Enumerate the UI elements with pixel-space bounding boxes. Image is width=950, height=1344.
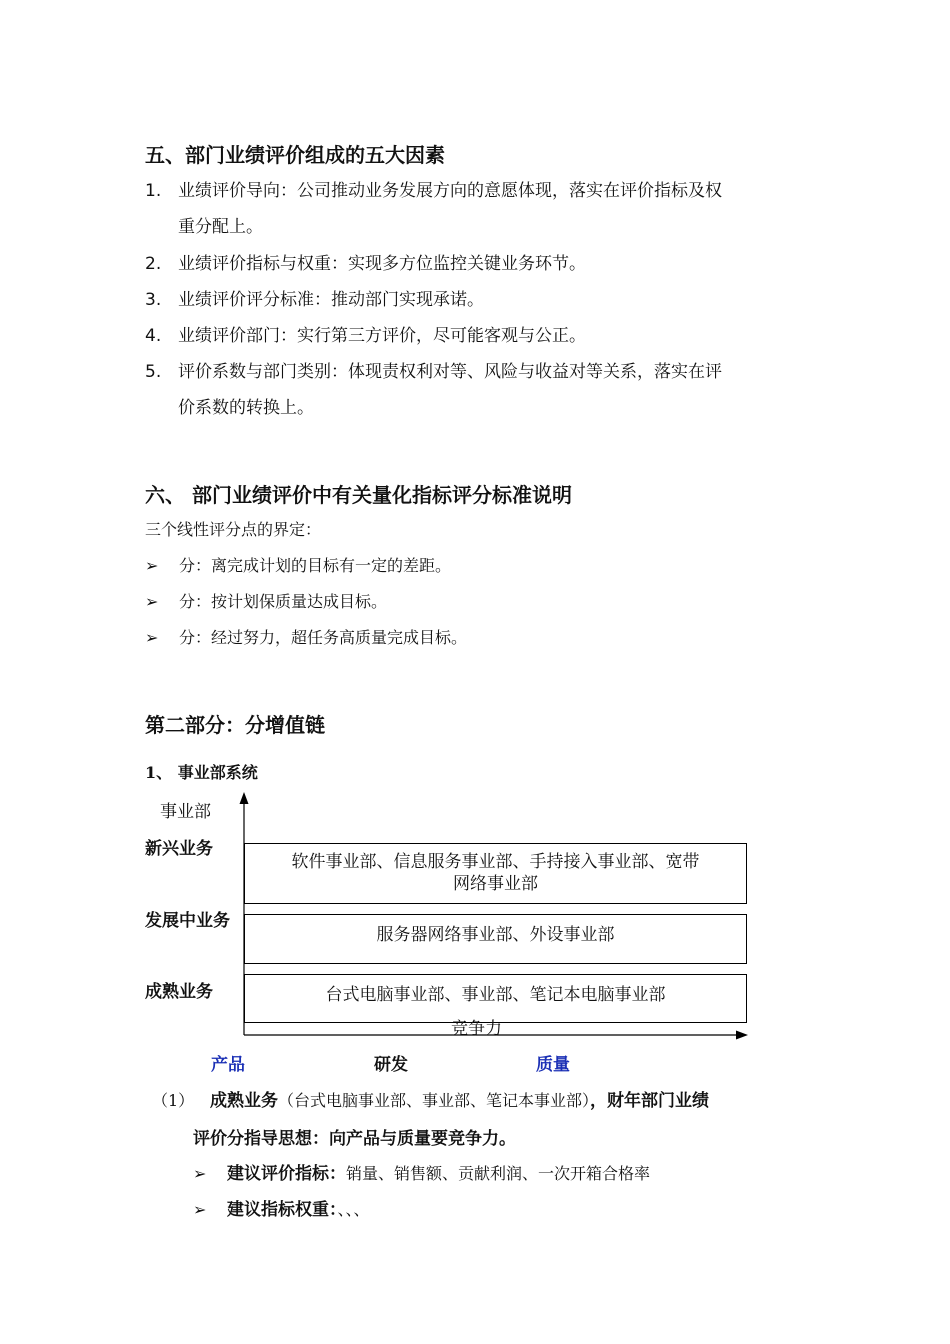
para-line	[152, 1086, 709, 1111]
section6-intro: 三个线性评分点的界定：	[145, 520, 322, 539]
bullet-text: 分：按计划保质量达成目标。	[179, 592, 388, 611]
para-bold: 成熟业务	[210, 1091, 278, 1111]
bullet-text: 分：经过努力，超任务高质量完成目标。	[179, 628, 468, 647]
bullet-item	[193, 1195, 370, 1220]
x-category-label: 质量	[536, 1055, 570, 1075]
list-number: 1.	[145, 181, 162, 201]
section6-heading: 六、 部门业绩评价中有关量化指标评分标准说明	[145, 483, 572, 507]
x-axis-arrow-icon	[736, 1031, 748, 1040]
division-box-text: 软件事业部、信息服务事业部、手持接入事业部、宽带	[291, 852, 700, 872]
list-number: 4.	[145, 326, 162, 346]
list-text: 业绩评价指标与权重：实现多方位监控关键业务环节。	[178, 254, 586, 274]
row-label: 成熟业务	[145, 982, 213, 1002]
y-axis-arrow-icon	[240, 792, 249, 804]
arrow-bullet-icon: ➢	[193, 1164, 207, 1183]
y-axis-label: 事业部	[160, 802, 211, 822]
list-text: 业绩评价部门：实行第三方评价，尽可能客观与公正。	[178, 326, 586, 346]
list-text: 业绩评价导向：公司推动业务发展方向的意愿体现，落实在评价指标及权	[178, 181, 722, 201]
section5-heading: 五、部门业绩评价组成的五大因素	[145, 143, 445, 167]
part2-subheading: 1、 事业部系统	[145, 763, 258, 782]
list-number: 5.	[145, 362, 162, 382]
arrow-bullet-icon: ➢	[193, 1200, 207, 1219]
list-item-continuation: 价系数的转换上。	[178, 398, 314, 418]
x-category-label: 研发	[374, 1055, 408, 1075]
list-text: 业绩评价评分标准：推动部门实现承诺。	[178, 290, 484, 310]
row-label: 发展中业务	[145, 911, 230, 931]
list-number: 2.	[145, 254, 162, 274]
part2-heading: 第二部分：分增值链	[145, 713, 325, 737]
bullet-text: 分：离完成计划的目标有一定的差距。	[179, 556, 452, 575]
para-marker: （1）	[152, 1091, 195, 1110]
arrow-bullet-icon: ➢	[145, 628, 159, 647]
bullet-text: 销量、销售额、贡献利润、一次开箱合格率	[346, 1164, 651, 1183]
para-line: 评价分指导思想：向产品与质量要竞争力。	[193, 1129, 516, 1149]
arrow-bullet-icon: ➢	[145, 592, 159, 611]
row-label: 新兴业务	[145, 839, 213, 859]
bullet-bold: 建议评价指标：	[227, 1164, 346, 1184]
x-category-label: 产品	[211, 1055, 245, 1075]
bullet-text: 、、、	[337, 1200, 370, 1219]
division-box	[244, 843, 747, 904]
division-box-text: 台式电脑事业部、事业部、笔记本电脑事业部	[325, 985, 666, 1005]
list-item-continuation: 重分配上。	[178, 217, 263, 237]
para-bold: ，财年部门业绩	[590, 1091, 710, 1111]
list-text: 评价系数与部门类别：体现责权利对等、风险与收益对等关系，落实在评	[178, 362, 722, 382]
arrow-bullet-icon: ➢	[145, 556, 159, 575]
x-axis-label: 竞争力	[451, 1019, 502, 1039]
bullet-bold: 建议指标权重：	[227, 1200, 338, 1220]
list-number: 3.	[145, 290, 162, 310]
division-box-text: 网络事业部	[453, 874, 538, 894]
bullet-item	[193, 1159, 650, 1184]
para-text: （台式电脑事业部、事业部、笔记本事业部）	[278, 1091, 591, 1110]
division-box	[244, 914, 747, 964]
division-box-text: 服务器网络事业部、外设事业部	[376, 925, 615, 945]
